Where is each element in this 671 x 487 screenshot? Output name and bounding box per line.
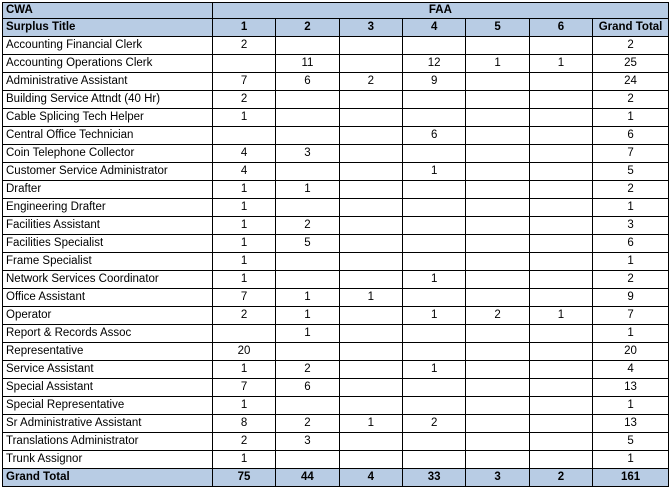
count-cell: 12 [402,55,465,73]
table-row [3,451,669,469]
count-cell [212,325,275,343]
count-cell [466,397,529,415]
count-cell [402,217,465,235]
table-row [3,55,669,73]
table-row [3,127,669,145]
surplus-title-cell: Coin Telephone Collector [3,145,213,163]
count-cell [466,415,529,433]
union-label: CWA [3,3,213,19]
count-cell: 7 [212,379,275,397]
table-row [3,73,669,91]
count-cell: 1 [212,217,275,235]
count-cell: 11 [276,55,339,73]
count-cell [529,379,592,397]
table-row [3,253,669,271]
count-cell [276,199,339,217]
count-cell [466,181,529,199]
count-cell [339,253,402,271]
row-total-cell: 13 [593,379,669,397]
table-body [3,37,669,469]
count-cell [529,145,592,163]
table-row [3,415,669,433]
count-cell [529,217,592,235]
row-total-cell: 1 [593,397,669,415]
count-cell [529,235,592,253]
table-row [3,199,669,217]
count-cell: 5 [276,235,339,253]
count-cell: 1 [212,199,275,217]
column-header-1: 1 [212,19,275,37]
count-cell [529,253,592,271]
grand-total-value: 161 [593,469,669,487]
count-cell: 1 [212,235,275,253]
row-total-cell: 25 [593,55,669,73]
count-cell: 1 [212,109,275,127]
count-cell: 1 [212,451,275,469]
surplus-title-cell: Accounting Financial Clerk [3,37,213,55]
table-row [3,361,669,379]
count-cell [402,109,465,127]
count-cell [466,271,529,289]
count-cell [339,307,402,325]
count-cell: 9 [402,73,465,91]
surplus-title-cell: Facilities Specialist [3,235,213,253]
table-row [3,163,669,181]
table-row [3,289,669,307]
table-row [3,91,669,109]
group-header-row [3,3,669,19]
count-cell [339,181,402,199]
count-cell [529,415,592,433]
count-cell [466,91,529,109]
count-cell [529,163,592,181]
count-cell [402,379,465,397]
count-cell [529,73,592,91]
row-total-cell: 13 [593,415,669,433]
count-cell [339,145,402,163]
count-cell [212,127,275,145]
count-cell [529,289,592,307]
table-row [3,217,669,235]
count-cell [402,253,465,271]
count-cell [466,163,529,181]
count-cell [339,451,402,469]
table-row [3,325,669,343]
surplus-table-container [2,2,669,487]
row-total-cell: 6 [593,127,669,145]
count-cell [466,109,529,127]
surplus-title-cell: Drafter [3,181,213,199]
count-cell: 2 [212,37,275,55]
count-cell [466,433,529,451]
row-total-cell: 3 [593,217,669,235]
count-cell [339,325,402,343]
grand-total-cell: 2 [529,469,592,487]
count-cell: 1 [402,361,465,379]
surplus-title-cell: Special Representative [3,397,213,415]
count-cell: 1 [529,307,592,325]
count-cell [466,145,529,163]
table-row [3,235,669,253]
count-cell: 1 [402,163,465,181]
surplus-title-cell: Cable Splicing Tech Helper [3,109,213,127]
count-cell [339,379,402,397]
grand-total-cell: 4 [339,469,402,487]
count-cell [339,109,402,127]
table-row [3,145,669,163]
count-cell: 1 [339,415,402,433]
row-total-cell: 7 [593,145,669,163]
surplus-title-cell: Administrative Assistant [3,73,213,91]
table-row [3,379,669,397]
count-cell: 1 [276,307,339,325]
count-cell [466,73,529,91]
count-cell [339,271,402,289]
column-header-surplus-title: Surplus Title [3,19,213,37]
count-cell [529,397,592,415]
count-cell [466,127,529,145]
count-cell: 1 [212,397,275,415]
count-cell: 1 [276,289,339,307]
count-cell: 1 [276,325,339,343]
count-cell: 4 [212,163,275,181]
count-cell [466,343,529,361]
count-cell [529,109,592,127]
table-row [3,343,669,361]
table-row [3,109,669,127]
row-total-cell: 24 [593,73,669,91]
table-row [3,307,669,325]
surplus-title-cell: Building Service Attndt (40 Hr) [3,91,213,109]
count-cell [339,433,402,451]
count-cell [276,109,339,127]
grand-total-cell: 75 [212,469,275,487]
row-total-cell: 1 [593,109,669,127]
count-cell: 7 [212,289,275,307]
row-total-cell: 1 [593,199,669,217]
row-total-cell: 6 [593,235,669,253]
count-cell: 1 [212,271,275,289]
table-row [3,397,669,415]
column-header-row [3,19,669,37]
count-cell: 8 [212,415,275,433]
count-cell: 2 [339,73,402,91]
count-cell: 3 [276,145,339,163]
count-cell: 2 [212,433,275,451]
surplus-title-cell: Operator [3,307,213,325]
surplus-title-cell: Representative [3,343,213,361]
row-total-cell: 7 [593,307,669,325]
count-cell [466,253,529,271]
row-total-cell: 5 [593,163,669,181]
count-cell [402,289,465,307]
count-cell [529,91,592,109]
count-cell: 6 [276,73,339,91]
count-cell: 6 [402,127,465,145]
count-cell [339,343,402,361]
surplus-title-cell: Central Office Technician [3,127,213,145]
count-cell [276,127,339,145]
surplus-title-cell: Service Assistant [3,361,213,379]
surplus-title-cell: Accounting Operations Clerk [3,55,213,73]
count-cell [339,235,402,253]
count-cell [402,433,465,451]
count-cell [402,397,465,415]
count-cell [402,325,465,343]
row-total-cell: 2 [593,91,669,109]
count-cell [466,37,529,55]
count-cell [529,181,592,199]
column-header-5: 5 [466,19,529,37]
count-cell: 2 [466,307,529,325]
count-cell: 1 [402,307,465,325]
count-cell [529,271,592,289]
count-cell [276,397,339,415]
count-cell [529,433,592,451]
count-cell: 2 [212,91,275,109]
surplus-title-cell: Frame Specialist [3,253,213,271]
table-row [3,271,669,289]
count-cell [402,37,465,55]
row-total-cell: 2 [593,271,669,289]
count-cell: 1 [402,271,465,289]
count-cell [339,397,402,415]
row-total-cell: 1 [593,451,669,469]
count-cell [466,325,529,343]
count-cell [339,361,402,379]
surplus-title-cell: Sr Administrative Assistant [3,415,213,433]
count-cell: 2 [212,307,275,325]
table-row [3,181,669,199]
count-cell [339,199,402,217]
column-header-2: 2 [276,19,339,37]
count-cell [402,145,465,163]
row-total-cell: 9 [593,289,669,307]
count-cell [339,91,402,109]
count-cell: 20 [212,343,275,361]
count-cell: 2 [276,217,339,235]
surplus-title-cell: Translations Administrator [3,433,213,451]
surplus-title-cell: Report & Records Assoc [3,325,213,343]
count-cell [339,217,402,235]
row-total-cell: 2 [593,181,669,199]
count-cell [402,199,465,217]
count-cell [276,271,339,289]
count-cell: 4 [212,145,275,163]
count-cell: 1 [212,253,275,271]
grand-total-label: Grand Total [3,469,213,487]
count-cell [339,55,402,73]
count-cell [466,289,529,307]
count-cell: 7 [212,73,275,91]
row-total-cell: 1 [593,325,669,343]
column-header-grand-total: Grand Total [593,19,669,37]
count-cell [339,163,402,181]
table-row [3,433,669,451]
table-row [3,37,669,55]
count-cell [339,127,402,145]
count-cell: 2 [402,415,465,433]
grand-total-cell: 44 [276,469,339,487]
surplus-title-cell: Network Services Coordinator [3,271,213,289]
surplus-title-cell: Special Assistant [3,379,213,397]
surplus-title-cell: Office Assistant [3,289,213,307]
surplus-title-cell: Trunk Assignor [3,451,213,469]
count-cell [339,37,402,55]
count-cell [466,235,529,253]
count-cell [529,37,592,55]
count-cell [529,361,592,379]
count-cell [466,199,529,217]
count-cell [276,343,339,361]
count-cell [402,451,465,469]
row-total-cell: 20 [593,343,669,361]
count-cell [402,91,465,109]
count-cell [466,361,529,379]
count-cell: 1 [212,361,275,379]
column-header-4: 4 [402,19,465,37]
surplus-title-cell: Engineering Drafter [3,199,213,217]
surplus-title-table [2,2,669,487]
count-cell [529,325,592,343]
count-cell: 3 [276,433,339,451]
count-cell [402,181,465,199]
count-cell [529,199,592,217]
count-cell: 1 [276,181,339,199]
grand-total-cell: 3 [466,469,529,487]
group-label: FAA [212,3,668,19]
count-cell [529,127,592,145]
column-header-6: 6 [529,19,592,37]
row-total-cell: 5 [593,433,669,451]
count-cell [466,451,529,469]
count-cell [276,451,339,469]
count-cell: 1 [466,55,529,73]
count-cell: 6 [276,379,339,397]
row-total-cell: 4 [593,361,669,379]
count-cell [276,253,339,271]
count-cell [212,55,275,73]
count-cell: 2 [276,361,339,379]
surplus-title-cell: Customer Service Administrator [3,163,213,181]
count-cell [529,451,592,469]
count-cell [466,379,529,397]
count-cell: 2 [276,415,339,433]
count-cell [466,217,529,235]
count-cell [402,235,465,253]
surplus-title-cell: Facilities Assistant [3,217,213,235]
count-cell [276,37,339,55]
count-cell: 1 [339,289,402,307]
column-header-3: 3 [339,19,402,37]
count-cell [276,91,339,109]
count-cell: 1 [212,181,275,199]
count-cell: 1 [529,55,592,73]
grand-total-cell: 33 [402,469,465,487]
count-cell [402,343,465,361]
row-total-cell: 1 [593,253,669,271]
count-cell [276,163,339,181]
count-cell [529,343,592,361]
row-total-cell: 2 [593,37,669,55]
